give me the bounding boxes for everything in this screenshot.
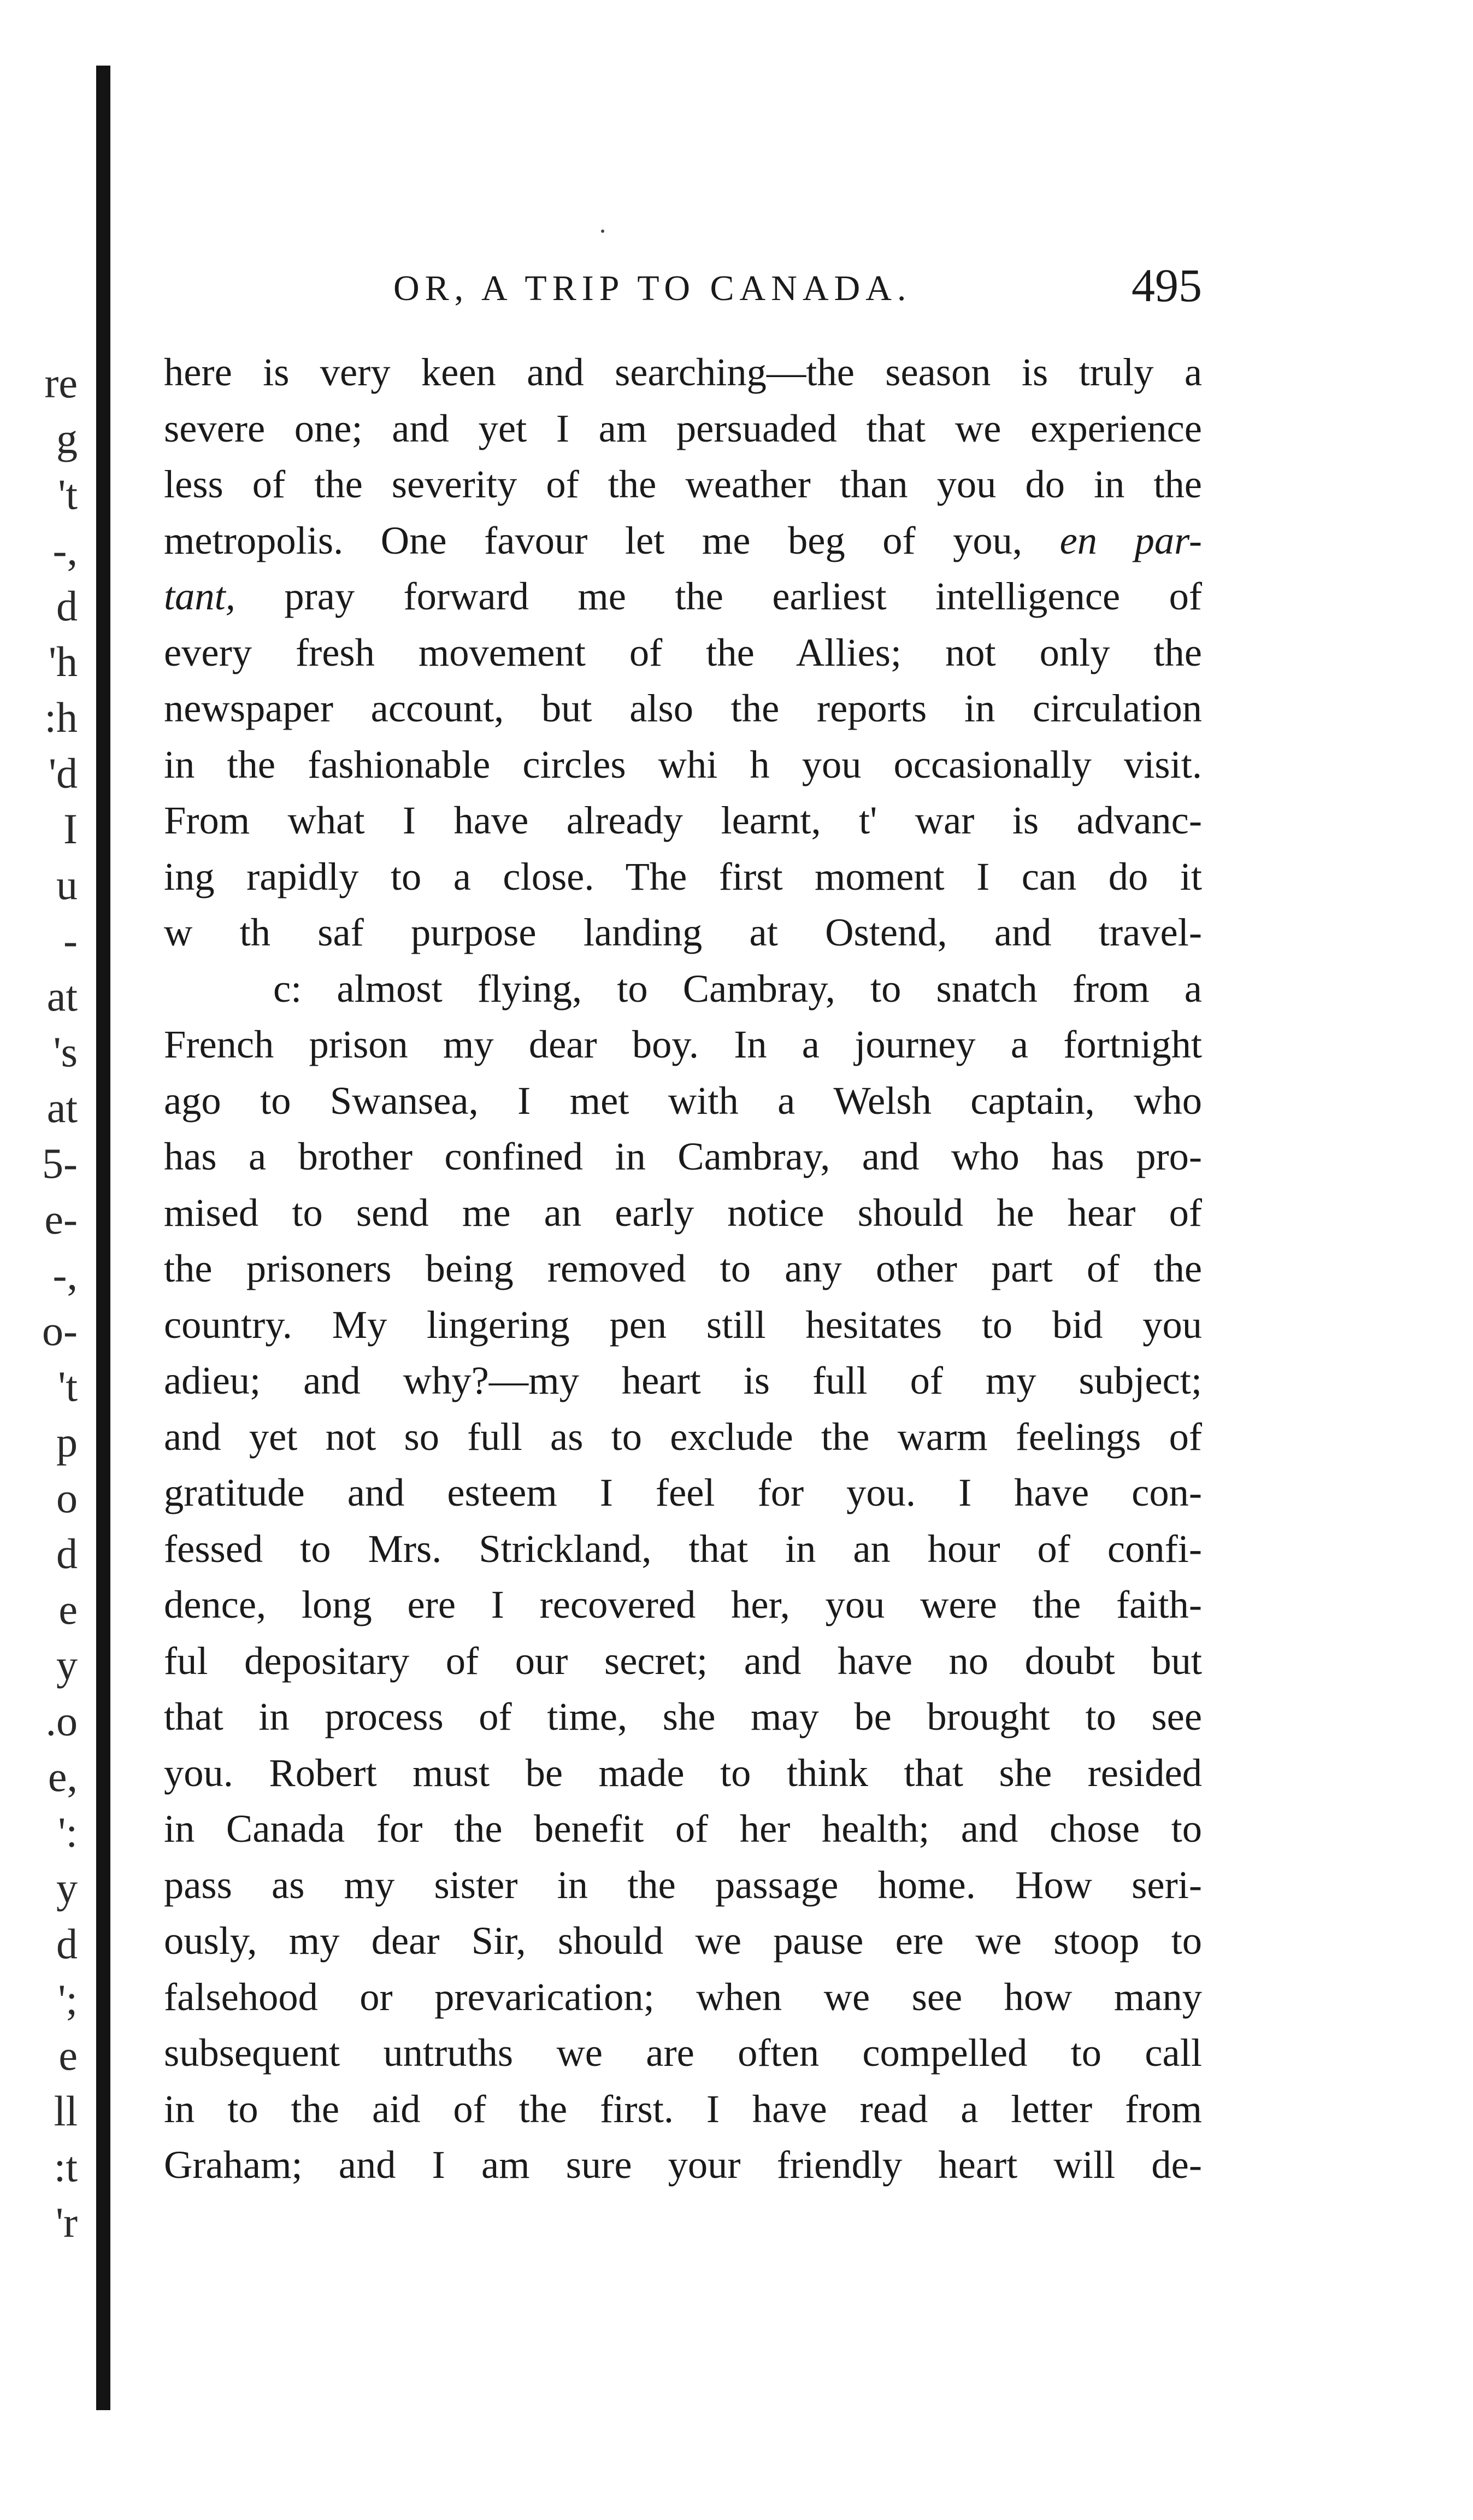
text-line: mised to send me an early notice should he hear of — [164, 1190, 1202, 1235]
text-line: falsehood or prevarication; when we see how many — [164, 1974, 1202, 2019]
bleed-fragment: 's — [53, 1028, 78, 1076]
bleed-fragment: p — [56, 1418, 78, 1466]
print-speck — [601, 230, 604, 233]
text-line: metropolis. One favour let me beg of you, en par- — [164, 518, 1202, 562]
text-line: French prison my dear boy. In a journey a fortnight — [164, 1022, 1202, 1066]
text-line: that in process of time, she may be brought to see — [164, 1694, 1202, 1738]
bleed-fragment: ': — [58, 1808, 78, 1856]
text-line: in Canada for the benefit of her health; and chose to — [164, 1806, 1202, 1851]
bleed-fragment: at — [46, 1084, 78, 1131]
bleed-fragment: 't — [58, 1362, 78, 1410]
bleed-fragment: o — [56, 1474, 78, 1522]
facing-page-bleed — [0, 355, 87, 2251]
text-line: pass as my sister in the passage home. How seri- — [164, 1862, 1202, 1907]
running-head — [164, 259, 1202, 317]
page-number: 495 — [1132, 259, 1202, 312]
bleed-fragment: e — [58, 2031, 78, 2079]
bleed-fragment: '; — [58, 1976, 78, 2023]
text-line: c: almost flying, to Cambray, to snatch from a — [273, 966, 1202, 1011]
bleed-fragment: e — [58, 1585, 78, 1633]
italic-phrase: en par- — [1059, 518, 1202, 562]
text-line: ago to Swansea, I met with a Welsh captain, who — [164, 1078, 1202, 1123]
bleed-fragment: 'r — [55, 2199, 78, 2246]
text-line: severe one; and yet I am persuaded that we experience — [164, 406, 1202, 450]
body-text — [164, 344, 1202, 2193]
text-line: less of the severity of the weather than you do in the — [164, 462, 1202, 506]
text-line: in the fashionable circles whi h you occasionally visit. — [164, 742, 1202, 786]
text-line: and yet not so full as to exclude the warm feelings of — [164, 1414, 1202, 1459]
bleed-fragment: d — [56, 1530, 78, 1577]
bleed-fragment: -, — [52, 526, 78, 574]
bleed-fragment: 't — [58, 471, 78, 518]
text-line: you. Robert must be made to think that she resided — [164, 1750, 1202, 1795]
text-line: dence, long ere I recovered her, you were the faith- — [164, 1582, 1202, 1626]
bleed-fragment: :h — [44, 694, 78, 741]
bleed-fragment: ll — [54, 2087, 78, 2135]
text-line: From what I have already learnt, t' war is advanc- — [164, 798, 1202, 842]
bleed-fragment: :t — [54, 2143, 78, 2190]
bleed-fragment: re — [44, 359, 78, 407]
bleed-fragment: d — [56, 1920, 78, 1967]
bleed-fragment: e- — [44, 1195, 78, 1243]
text-line: Graham; and I am sure your friendly heart will de- — [164, 2142, 1202, 2187]
bleed-fragment: g — [56, 415, 78, 462]
text-line: subsequent untruths we are often compelled to call — [164, 2030, 1202, 2075]
text-line: ously, my dear Sir, should we pause ere we stoop to — [164, 1918, 1202, 1963]
text-line: tant, pray forward me the earliest intelligence of — [164, 574, 1202, 618]
bleed-fragment: d — [56, 582, 78, 630]
bleed-fragment: I — [63, 805, 78, 853]
bleed-fragment: e, — [48, 1753, 78, 1800]
italic-phrase: tant, — [164, 574, 235, 618]
text-line: country. My lingering pen still hesitates to bid you — [164, 1302, 1202, 1347]
text-line: has a brother confined in Cambray, and who has pro- — [164, 1134, 1202, 1178]
bleed-fragment: .o — [45, 1697, 78, 1744]
text-line: fessed to Mrs. Strickland, that in an hour of confi- — [164, 1526, 1202, 1571]
bleed-fragment: at — [46, 972, 78, 1020]
running-title: OR, A TRIP TO CANADA. — [393, 268, 912, 308]
text-line: gratitude and esteem I feel for you. I have con- — [164, 1470, 1202, 1514]
bleed-fragment: -, — [52, 1251, 78, 1299]
text-line: every fresh movement of the Allies; not only the — [164, 630, 1202, 674]
bleed-fragment: - — [63, 917, 78, 964]
bleed-fragment: 5- — [42, 1139, 78, 1187]
bleed-fragment: 'd — [48, 749, 78, 797]
text-line: ing rapidly to a close. The first moment I can do it — [164, 854, 1202, 898]
bleed-fragment: o- — [42, 1307, 78, 1354]
bleed-fragment: y — [56, 1864, 78, 1912]
text-line: ful depositary of our secret; and have no doubt but — [164, 1638, 1202, 1683]
bleed-fragment: y — [56, 1641, 78, 1689]
text-line: the prisoners being removed to any other part of the — [164, 1246, 1202, 1290]
text-line: here is very keen and searching—the season is truly a — [164, 350, 1202, 394]
bleed-fragment: 'h — [48, 638, 78, 685]
bleed-fragment: u — [56, 861, 78, 908]
binding-gutter — [96, 66, 110, 2410]
text-line: w th saf purpose landing at Ostend, and travel- — [164, 910, 1202, 954]
text-line: adieu; and why?—my heart is full of my subject; — [164, 1358, 1202, 1402]
text-line: newspaper account, but also the reports in circulation — [164, 686, 1202, 730]
text-line: in to the aid of the first. I have read a letter from — [164, 2086, 1202, 2131]
